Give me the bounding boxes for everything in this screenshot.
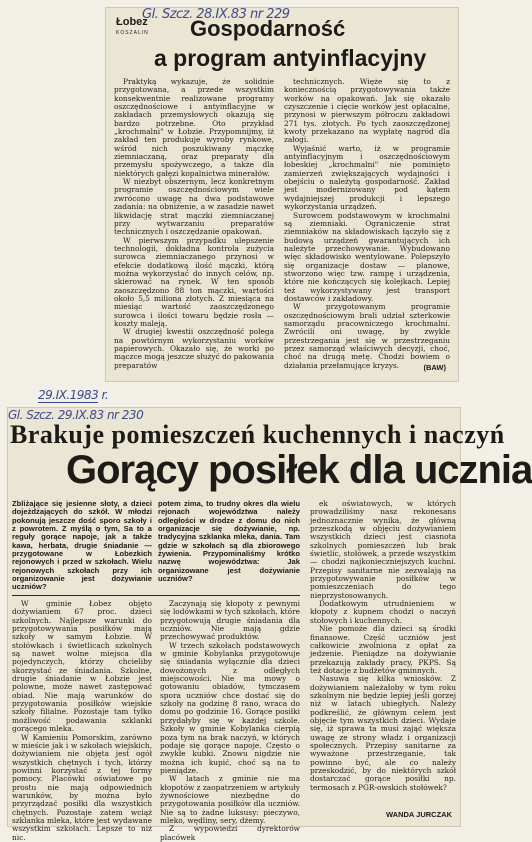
paragraph: Z wypowiedzi dyrektorów placówek	[160, 824, 300, 842]
paragraph: Praktyką wykazuje, że solidnie przygotowana, a przede wszystkim konsekwentnie realizowane programy oszczędnościowe i antyinflacyjne w zakładach przemysłowych okazują się bardzo potrzebne. Oto przykład „krochmalni" w Łobzie. Przypomnijmy, iż zakład ten produkuje wyroby rynkowe, wśród nich poszukiwany mączkę ziemniaczaną, oraz preparaty dla przemysłu spożywczego, a także dla niektórych gałęzi kopalnictwa minerałów.	[114, 77, 274, 178]
paragraph: W przygotowanym programie oszczędnościowym brali udział szterkowie samorządu pracowniczego krochmalni. Zwrócili oni uwagę, by zwykle przestrzegania jest się w przestrzeganiu przez samorząd właściwych decyzji, choć, choć na drugą metę. Chodzi bowiem o działania przełamujące kryzys.	[284, 302, 450, 370]
paragraph: Dodatkowym utrudnieniem w kłopoty z kupnem chodzi o naczyń stołowych i kuchennych.	[310, 599, 456, 625]
clipping-top	[106, 8, 458, 381]
clipping-bottom	[8, 408, 532, 842]
location-subtitle: KOSZALIN	[116, 30, 149, 36]
paragraph: Nasuwa się kilka wniosków. Z dożywianiem należałoby w tym roku szkolnym nie będzie lepiej jeśli gorzej niż w latach ubiegłych. Należy podkreślić, że głównym celem jest objęcie tym wszystkich dzieci. Wydaje się, iż sprawa ta musi zająć większa uwagę ze strony władz i organizacji społecznych. Przepisy sanitarne za wyważone przestrzeganie, tak powinno być, ale co należy przeskodzić, by do niektórych szkół dostarczać gorące posiłki np. termosach z PGR-owskich stołówek?	[310, 674, 456, 792]
paragraph: Wyjaśnić warto, iż w programie antyinflacyjnym i oszczędnościowym łobeskiej „krochmalni" nie pominięto zamierzeń zwiększających wydajności i obejściu o należytą gospodarność. Zakład jest modernizowany pod kątem wydajniejszej produkcji i lepszego wykorzystania urządzeń.	[284, 143, 450, 212]
handwritten-source-note: Gl. Szcz. 29.IX.83 nr 230	[8, 408, 144, 422]
paragraph: ek oświatowych, w których prowadziliśmy nasz rekonesans jednoznacznie wynika, że główną przeszkodą w objęciu dożywianiem wszystkich dzieci jest ciasnota szkolnych pomieszczeń lub brak świetlic, stołówek, a przede wszystkim — chodzi najkonieczniejszych kuchni. Przepisy sanitarne nie zezwalają na przygotowywanie posiłków w pomieszczeniach do tego nieprzystosowanych.	[310, 499, 456, 600]
article-title-line2: a program antyinflacyjny	[154, 45, 427, 71]
handwritten-date: 29.IX.1983 r.	[38, 388, 109, 402]
lead-divider	[12, 595, 300, 596]
article-column-1	[114, 78, 274, 374]
article-lead-part1: Zbliżające się jesienne słoty, a dzieci dojeżdżających do szkół. W młodzi pokonują jeszcze dość sporo szkoły i z powrotem. Z myślą o tym, Sa to a reguły gorące napoje, jak a także kawa, herbata, drugie śniadanie — przygotowane w Łobezkich rejonowych i przed w szkołach. Wielu rejonowych szkołach przy ich organizowanie jest dożywianie uczniów?	[12, 499, 152, 592]
paragraph: W Kamieniu Pomorskim, zarówno w mieście jak i w szkołach wiejskich, dożywianiem nie objęta jest ogół wszystkich chętnych i tych, którzy powinni korzystać z tej formy pomocy. Placówki oświatowe po prostu nie mają odpowiednich warunków, by można było przyrządzać posiłki dla wszystkich chętnych. Pozostaje zatem wciąż szklanka mleka, które jest wydawane wszystkim szkołach. Lepsze to niż nic.	[12, 732, 152, 842]
paragraph: Zaczynają się kłopoty z pewnymi się lodówkami w tych szkołach, które przygotowują drugie śniadania dla uczniów. Nie mają gdzie przechowywać produktów.	[160, 599, 300, 642]
article-lead-part2: potem zima, to trudny okres dla wielu rejonach województwa należy odległości w drodze z domu do nich organizacje się dożywianie, np. tradycyjna szklanka mleka, dania. Tam gdzie w szkołach są dla zbiorowego żywienia. Przypominaliśmy krótko nazwę województwa: Jak organizowane jest dożywianie uczniów?	[158, 499, 300, 584]
paragraph: W latach z gminie nie ma kłopotów z zaopatrzeniem w artykuły żywnościowe niezbędne do przygotowania posiłków dla uczniów. Nie są to żadne luksusy: pieczywo, mleko, wędliny, sery, dżemy.	[160, 774, 300, 825]
article-signature: WANDA JURCZAK	[386, 810, 452, 819]
article-title-line1: Gospodarność	[190, 16, 346, 41]
paragraph: W gminie Łobez objęto dożywianiem 67 proc. dzieci szkolnych. Najlepsze warunki do przygotowywania posiłków mają szkoły w samym Łobzie. W stołówkach i świetlicach szkolnych są nawet wolne miejsca dla pojedynczych, którzy chcieliby skorzystać ze śniadania. Szkolne, drugie śniadanie w Łobzie jest polowne, może nawet zastępować obiad. Nie mają warunków do przygotowania posiłków wiejskie szkoły filialne. Pozostaje tam tylko możliwość podawania szklanki gorącego mleka.	[12, 599, 152, 734]
handwritten-underline	[38, 402, 98, 403]
paragraph: W drugiej kwestii oszczędność polega na powtórnym wykorzystaniu worków papierowych. Okazało się, że worki po mączce mogą jeszcze służyć do pakowania preparatów	[114, 327, 274, 370]
paragraph: Surowcem podstawowym w krochmalni są ziemniaki. Ograniczenie strat ziemniaków na składowiskach łączyło się z budową urządzeń gwarantujących ich należyte przechowywanie. Wybudowano więc składowisko wentylowane. Polepszyło się organizacje dostaw — planowe, stworzono więc tzw. rampę i urządzenia, które nie kończących się kolejkach. Lepiej też wykorzystywany jest transport dostawców i zakładowy.	[284, 210, 450, 303]
paragraph: W niezbyt obszernym, lecz konkretnym programie oszczędnościowym wiele zwrócono uwagę na dwa podstawowe zadania: na obniżenie, a w zasadzie nawet likwidację strat mączki ziemniaczanej przy wytwarzaniu preparatów technicznych i oszczędzanie opakowań.	[114, 177, 274, 237]
paragraph: W pierwszym przypadku ulepszenie technologii, dokładna kontrola zużycia surowca ziemniaczanego przynosi w efekcie dodatkową ilość mączki, którą można wykorzystać do innych celów, np. skierować na rynek. W ten sposób zaoszczędzono 88 ton mączki, wartości około 5,5 miliona złotych. Z miesiąca na miesiąc wartość zaoszczędzonego surowca i ilości towaru będzie rosła — koszty maleją.	[114, 235, 274, 328]
paragraph: W trzech szkołach podstawowych w gminie Kobylanka przygotowuje się śniadania wyłącznie dla dzieci dowożonych z odległych miejscowości. Nie ma mowy o gotowaniu obiadów, tymczasem spora uczniów chce dostać się do szkoły na godzinę 8 rano, wraca do domu po godzinie 16. Gorące posiłki przydałyby się w każdej szkole. Szkoły w gminie Kobylanka cierpią poza tym na brak naczyń, w których podaje się gorące napoje. Często o zwykłe kubki. Znowu nigdzie nie można ich kupić, choć są na to pieniądze.	[160, 640, 300, 775]
location-kicker: Łobez	[116, 16, 148, 28]
paragraph: technicznych. Więże się to z koniecznością przygotowywania także worków na opakowań. Jak się okazało czyszczenie i cięcie worków jest opłacalne, przynosi w pierwszym półroczu zakładowi 271 tys. złotych. Po tych zaoszczędzonej kwoty przekazano na wypłatę nagród dla załogi.	[284, 77, 450, 145]
handwritten-source-note: Gl. Szcz. 28.IX.83 nr 229	[142, 7, 290, 22]
article-signature: (BAW)	[423, 363, 446, 372]
article-headline: Gorący posiłek dla ucznia	[66, 448, 532, 492]
article-overline: Brakuje pomieszczeń kuchennych i naczyń	[10, 420, 505, 449]
article-column-2	[284, 78, 450, 368]
article-column-1	[12, 599, 152, 842]
paragraph: Nie pomoże dla dzieci są środki finansowe. Część uczniów jest całkowicie zwolniona z opłat za jedzenie. Pieniądze na dożywianie przekazują zakłady pracy, PKPS. Są też dotacje z budżetów gminnych.	[310, 624, 456, 675]
article-column-2	[160, 599, 300, 842]
article-column-3	[310, 500, 456, 806]
